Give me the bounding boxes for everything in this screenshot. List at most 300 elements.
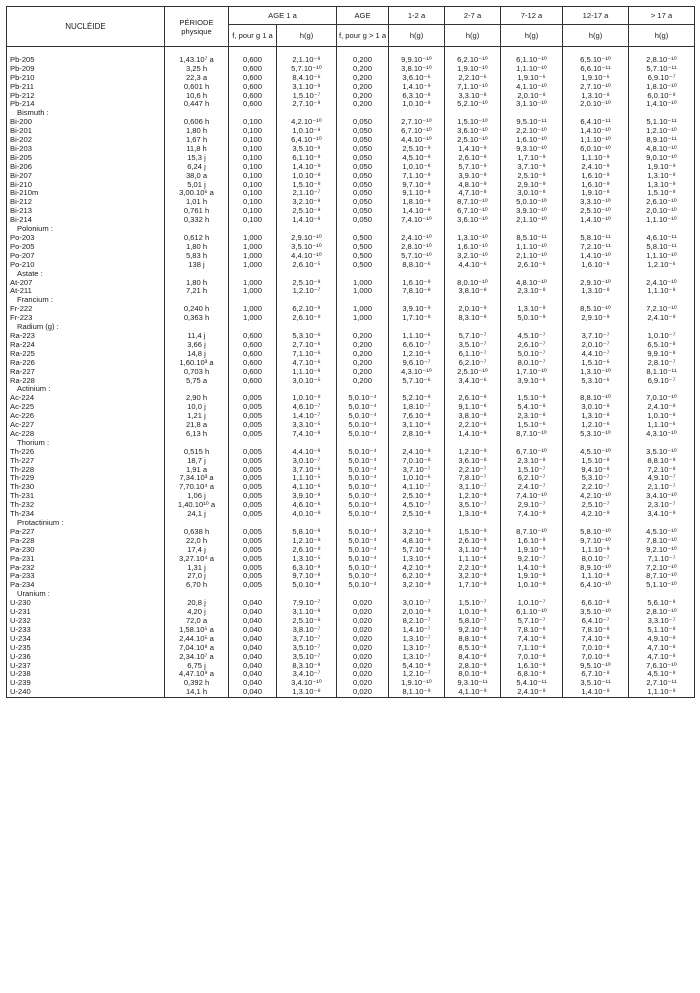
h-over-17a: 3,5.10⁻¹⁰ xyxy=(629,448,695,457)
h-12-17a: 1,1.10⁻⁹ xyxy=(563,572,629,581)
empty-cell xyxy=(165,109,229,118)
h-12-17a: 1,4.10⁻¹⁰ xyxy=(563,216,629,225)
h-1a: 3,7.10⁻⁶ xyxy=(277,466,337,475)
h-over-17a: 7,1.10⁻⁷ xyxy=(629,555,695,564)
header-h5: h(g) xyxy=(563,25,629,47)
h-1-2a: 8,1.10⁻⁹ xyxy=(389,688,445,697)
h-12-17a: 3,7.10⁻⁷ xyxy=(563,332,629,341)
half-life: 3,25 h xyxy=(165,65,229,74)
h-1-2a: 3,9.10⁻⁹ xyxy=(389,305,445,314)
f-1a: 0,040 xyxy=(229,688,277,697)
f-1a: 0,005 xyxy=(229,483,277,492)
nuclide-name: U-234 xyxy=(7,635,165,644)
h-1-2a: 8,8.10⁻⁶ xyxy=(389,261,445,270)
f-1a: 0,600 xyxy=(229,65,277,74)
h-over-17a: 5,1.10⁻¹⁰ xyxy=(629,581,695,590)
h-1a: 1,0.10⁻⁹ xyxy=(277,127,337,136)
table-row xyxy=(7,670,695,679)
h-over-17a: 4,9.10⁻⁷ xyxy=(629,474,695,483)
h-1-2a: 3,0.10⁻⁷ xyxy=(389,599,445,608)
half-life: 72,0 a xyxy=(165,617,229,626)
h-over-17a: 2,7.10⁻¹¹ xyxy=(629,679,695,688)
h-1a: 3,1.10⁻⁹ xyxy=(277,608,337,617)
table-row xyxy=(7,252,695,261)
spacer-cell xyxy=(277,47,337,56)
empty-cell xyxy=(563,296,629,305)
table-row xyxy=(7,501,695,510)
h-2-7a: 1,3.10⁻¹⁰ xyxy=(445,234,501,243)
half-life: 14,8 j xyxy=(165,350,229,359)
h-12-17a: 1,4.10⁻¹⁰ xyxy=(563,127,629,136)
empty-cell xyxy=(229,270,277,279)
h-7-12a: 1,6.10⁻¹⁰ xyxy=(501,136,563,145)
table-row xyxy=(7,341,695,350)
h-over-17a: 7,0.10⁻¹⁰ xyxy=(629,394,695,403)
h-7-12a: 5,0.10⁻¹⁰ xyxy=(501,198,563,207)
empty-cell xyxy=(445,590,501,599)
f-over-1a: 0,200 xyxy=(337,65,389,74)
h-12-17a: 2,0.10⁻¹⁰ xyxy=(563,100,629,109)
h-2-7a: 3,4.10⁻⁶ xyxy=(445,377,501,386)
spacer-cell xyxy=(165,47,229,56)
table-row xyxy=(7,216,695,225)
h-1a: 6,4.10⁻¹⁰ xyxy=(277,136,337,145)
nuclide-name: Pa-231 xyxy=(7,555,165,564)
empty-cell xyxy=(165,296,229,305)
nuclide-name: Th-231 xyxy=(7,492,165,501)
empty-cell xyxy=(563,519,629,528)
h-7-12a: 1,4.10⁻⁹ xyxy=(501,564,563,573)
h-7-12a: 6,1.10⁻¹⁰ xyxy=(501,56,563,65)
h-over-17a: 4,9.10⁻⁸ xyxy=(629,635,695,644)
half-life: 0,392 h xyxy=(165,679,229,688)
half-life: 6,13 h xyxy=(165,430,229,439)
nuclide-name: Ra-225 xyxy=(7,350,165,359)
h-1a: 2,5.10⁻⁹ xyxy=(277,279,337,288)
table-row xyxy=(7,403,695,412)
nuclide-name: Bi-205 xyxy=(7,154,165,163)
h-over-17a: 2,3.10⁻⁷ xyxy=(629,501,695,510)
f-1a: 0,600 xyxy=(229,341,277,350)
empty-cell xyxy=(337,296,389,305)
h-7-12a: 5,4.10⁻⁸ xyxy=(501,403,563,412)
h-1a: 6,2.10⁻⁹ xyxy=(277,305,337,314)
h-7-12a: 2,4.10⁻⁷ xyxy=(501,483,563,492)
h-2-7a: 1,1.10⁻⁶ xyxy=(445,555,501,564)
h-over-17a: 3,4.10⁻¹⁰ xyxy=(629,492,695,501)
h-12-17a: 3,5.10⁻¹¹ xyxy=(563,679,629,688)
group-heading: Bismuth : xyxy=(7,109,165,118)
f-over-1a: 0,020 xyxy=(337,608,389,617)
nuclide-name: Pa-232 xyxy=(7,564,165,573)
h-7-12a: 2,4.10⁻⁹ xyxy=(501,688,563,697)
header-age: AGE xyxy=(337,7,389,25)
empty-cell xyxy=(337,519,389,528)
table-row xyxy=(7,145,695,154)
empty-cell xyxy=(389,519,445,528)
half-life: 1,40.10¹⁰ a xyxy=(165,501,229,510)
half-life: 3,66 j xyxy=(165,341,229,350)
table-row xyxy=(7,653,695,662)
nuclide-name: U-240 xyxy=(7,688,165,697)
f-over-1a: 5,0.10⁻⁴ xyxy=(337,403,389,412)
h-2-7a: 5,7.10⁻⁹ xyxy=(445,163,501,172)
nuclide-name: Ra-228 xyxy=(7,377,165,386)
h-1a: 1,5.10⁻⁸ xyxy=(277,181,337,190)
h-1a: 5,3.10⁻⁶ xyxy=(277,332,337,341)
empty-cell xyxy=(389,439,445,448)
nuclide-name: U-232 xyxy=(7,617,165,626)
table-row xyxy=(7,528,695,537)
f-over-1a: 0,020 xyxy=(337,653,389,662)
h-12-17a: 2,7.10⁻¹⁰ xyxy=(563,83,629,92)
spacer-row xyxy=(7,47,695,56)
h-1a: 4,2.10⁻¹⁰ xyxy=(277,118,337,127)
h-12-17a: 7,8.10⁻⁸ xyxy=(563,626,629,635)
h-1a: 1,3.10⁻⁸ xyxy=(277,688,337,697)
h-7-12a: 2,0.10⁻⁸ xyxy=(501,92,563,101)
empty-cell xyxy=(229,225,277,234)
h-7-12a: 3,1.10⁻¹⁰ xyxy=(501,100,563,109)
h-2-7a: 1,5.10⁻¹⁰ xyxy=(445,118,501,127)
h-1a: 6,3.10⁻⁹ xyxy=(277,564,337,573)
half-life: 0,240 h xyxy=(165,305,229,314)
h-over-17a: 1,1.10⁻¹⁰ xyxy=(629,252,695,261)
nuclide-name: Ra-226 xyxy=(7,359,165,368)
h-1-2a: 1,3.10⁻⁷ xyxy=(389,644,445,653)
half-life: 0,703 h xyxy=(165,368,229,377)
h-12-17a: 1,9.10⁻⁸ xyxy=(563,189,629,198)
h-over-17a: 4,7.10⁻⁸ xyxy=(629,653,695,662)
header-h4: h(g) xyxy=(501,25,563,47)
f-over-1a: 0,200 xyxy=(337,92,389,101)
h-12-17a: 1,6.10⁻⁹ xyxy=(563,181,629,190)
header-f1: f, pour g 1 a xyxy=(229,25,277,47)
h-2-7a: 3,2.10⁻¹⁰ xyxy=(445,252,501,261)
h-1a: 2,7.10⁻⁶ xyxy=(277,341,337,350)
empty-cell xyxy=(277,590,337,599)
nuclide-name: Bi-212 xyxy=(7,198,165,207)
h-2-7a: 9,2.10⁻⁸ xyxy=(445,626,501,635)
f-1a: 0,005 xyxy=(229,394,277,403)
h-1a: 4,6.10⁻⁷ xyxy=(277,403,337,412)
f-over-1a: 0,200 xyxy=(337,332,389,341)
f-1a: 0,040 xyxy=(229,653,277,662)
h-12-17a: 1,3.10⁻⁸ xyxy=(563,412,629,421)
empty-cell xyxy=(229,109,277,118)
h-1-2a: 2,5.10⁻⁹ xyxy=(389,145,445,154)
h-7-12a: 3,9.10⁻⁶ xyxy=(501,377,563,386)
f-over-1a: 0,020 xyxy=(337,679,389,688)
h-1-2a: 4,5.10⁻⁹ xyxy=(389,154,445,163)
h-1-2a: 1,2.10⁻⁶ xyxy=(389,350,445,359)
h-12-17a: 2,9.10⁻¹⁰ xyxy=(563,279,629,288)
h-7-12a: 2,3.10⁻⁸ xyxy=(501,457,563,466)
f-over-1a: 0,200 xyxy=(337,368,389,377)
f-1a: 0,100 xyxy=(229,216,277,225)
half-life: 24,1 j xyxy=(165,510,229,519)
half-life: 0,515 h xyxy=(165,448,229,457)
h-over-17a: 2,4.10⁻⁹ xyxy=(629,314,695,323)
half-life: 5,75 a xyxy=(165,377,229,386)
h-12-17a: 4,2.10⁻⁹ xyxy=(563,510,629,519)
header-nucleide: NUCLÉIDE xyxy=(7,7,165,47)
table-row xyxy=(7,626,695,635)
h-7-12a: 1,6.10⁻⁹ xyxy=(501,537,563,546)
group-heading-row xyxy=(7,590,695,599)
header-h1: h(g) xyxy=(277,25,337,47)
f-1a: 0,040 xyxy=(229,644,277,653)
h-over-17a: 1,1.10⁻¹⁰ xyxy=(629,216,695,225)
half-life: 38,0 a xyxy=(165,172,229,181)
group-heading: Protactinium : xyxy=(7,519,165,528)
half-life: 1,58.10⁵ a xyxy=(165,626,229,635)
table-row xyxy=(7,394,695,403)
table-row xyxy=(7,368,695,377)
h-12-17a: 5,8.10⁻¹⁰ xyxy=(563,528,629,537)
spacer-cell xyxy=(337,47,389,56)
f-1a: 0,100 xyxy=(229,172,277,181)
h-1a: 2,5.10⁻⁶ xyxy=(277,617,337,626)
table-row xyxy=(7,279,695,288)
half-life: 10,0 j xyxy=(165,403,229,412)
h-7-12a: 2,5.10⁻⁹ xyxy=(501,172,563,181)
f-1a: 0,100 xyxy=(229,163,277,172)
f-over-1a: 0,020 xyxy=(337,670,389,679)
f-1a: 0,600 xyxy=(229,100,277,109)
table-row xyxy=(7,154,695,163)
h-7-12a: 1,6.10⁻⁹ xyxy=(501,662,563,671)
h-1a: 3,7.10⁻⁷ xyxy=(277,635,337,644)
h-1a: 9,7.10⁻⁹ xyxy=(277,572,337,581)
f-over-1a: 0,050 xyxy=(337,154,389,163)
h-7-12a: 7,4.10⁻¹⁰ xyxy=(501,492,563,501)
h-1a: 1,1.10⁻⁹ xyxy=(277,368,337,377)
h-2-7a: 4,4.10⁻⁶ xyxy=(445,261,501,270)
table-row xyxy=(7,492,695,501)
h-7-12a: 4,1.10⁻¹⁰ xyxy=(501,83,563,92)
group-heading-row xyxy=(7,225,695,234)
nuclide-name: U-231 xyxy=(7,608,165,617)
h-1-2a: 3,8.10⁻¹⁰ xyxy=(389,65,445,74)
h-7-12a: 1,1.10⁻¹⁰ xyxy=(501,65,563,74)
table-row xyxy=(7,332,695,341)
nuclide-name: Pa-230 xyxy=(7,546,165,555)
h-2-7a: 1,3.10⁻⁸ xyxy=(445,510,501,519)
nuclide-name: Th-232 xyxy=(7,501,165,510)
half-life: 0,606 h xyxy=(165,118,229,127)
h-2-7a: 4,8.10⁻⁹ xyxy=(445,181,501,190)
half-life: 22,3 a xyxy=(165,74,229,83)
table-row xyxy=(7,457,695,466)
empty-cell xyxy=(277,270,337,279)
f-over-1a: 0,050 xyxy=(337,181,389,190)
half-life: 1,67 h xyxy=(165,136,229,145)
half-life: 6,24 j xyxy=(165,163,229,172)
h-2-7a: 6,7.10⁻¹⁰ xyxy=(445,207,501,216)
header-h3: h(g) xyxy=(445,25,501,47)
nuclide-name: Bi-200 xyxy=(7,118,165,127)
empty-cell xyxy=(629,439,695,448)
half-life: 3,00.10⁶ a xyxy=(165,189,229,198)
empty-cell xyxy=(629,385,695,394)
f-over-1a: 1,000 xyxy=(337,305,389,314)
empty-cell xyxy=(445,519,501,528)
table-row xyxy=(7,483,695,492)
half-life: 0,612 h xyxy=(165,234,229,243)
h-2-7a: 2,6.10⁻⁹ xyxy=(445,154,501,163)
empty-cell xyxy=(563,439,629,448)
group-heading: Francium : xyxy=(7,296,165,305)
h-12-17a: 2,5.10⁻¹⁰ xyxy=(563,207,629,216)
nuclide-name: U-238 xyxy=(7,670,165,679)
f-1a: 0,005 xyxy=(229,457,277,466)
nuclide-name: Pb-212 xyxy=(7,92,165,101)
h-2-7a: 6,2.10⁻⁷ xyxy=(445,359,501,368)
h-2-7a: 3,6.10⁻⁸ xyxy=(445,457,501,466)
h-over-17a: 6,9.10⁻⁷ xyxy=(629,74,695,83)
h-1-2a: 4,8.10⁻⁹ xyxy=(389,537,445,546)
empty-cell xyxy=(229,519,277,528)
h-7-12a: 7,1.10⁻⁸ xyxy=(501,644,563,653)
f-1a: 0,005 xyxy=(229,546,277,555)
dose-coefficient-table-container xyxy=(6,6,694,698)
header-h2: h(g) xyxy=(389,25,445,47)
h-2-7a: 1,5.10⁻⁹ xyxy=(445,528,501,537)
empty-cell xyxy=(165,225,229,234)
empty-cell xyxy=(501,225,563,234)
f-1a: 1,000 xyxy=(229,279,277,288)
h-1a: 3,5.10⁻⁹ xyxy=(277,145,337,154)
table-row xyxy=(7,608,695,617)
empty-cell xyxy=(501,270,563,279)
f-1a: 0,100 xyxy=(229,154,277,163)
nuclide-name: Ac-224 xyxy=(7,394,165,403)
h-7-12a: 6,8.10⁻⁸ xyxy=(501,670,563,679)
empty-cell xyxy=(501,296,563,305)
half-life: 2,34.10⁷ a xyxy=(165,653,229,662)
h-7-12a: 9,5.10⁻¹¹ xyxy=(501,118,563,127)
f-1a: 0,005 xyxy=(229,403,277,412)
f-1a: 0,600 xyxy=(229,83,277,92)
h-2-7a: 2,2.10⁻⁷ xyxy=(445,466,501,475)
h-12-17a: 5,3.10⁻⁶ xyxy=(563,377,629,386)
f-1a: 0,100 xyxy=(229,198,277,207)
h-1-2a: 5,7.10⁻⁶ xyxy=(389,377,445,386)
h-1-2a: 1,9.10⁻¹⁰ xyxy=(389,679,445,688)
h-2-7a: 7,8.10⁻⁷ xyxy=(445,474,501,483)
f-1a: 0,005 xyxy=(229,581,277,590)
half-life: 0,447 h xyxy=(165,100,229,109)
h-12-17a: 1,6.10⁻⁹ xyxy=(563,172,629,181)
h-1a: 3,2.10⁻⁹ xyxy=(277,198,337,207)
header-over-17a: > 17 a xyxy=(629,7,695,25)
h-12-17a: 6,4.10⁻⁷ xyxy=(563,617,629,626)
f-1a: 0,040 xyxy=(229,635,277,644)
h-1a: 4,0.10⁻⁸ xyxy=(277,510,337,519)
empty-cell xyxy=(277,385,337,394)
f-1a: 0,600 xyxy=(229,377,277,386)
h-7-12a: 5,0.10⁻⁷ xyxy=(501,350,563,359)
f-over-1a: 1,000 xyxy=(337,279,389,288)
h-2-7a: 3,8.10⁻⁸ xyxy=(445,287,501,296)
h-1-2a: 9,9.10⁻¹⁰ xyxy=(389,56,445,65)
half-life: 22,0 h xyxy=(165,537,229,546)
h-7-12a: 1,9.10⁻⁹ xyxy=(501,546,563,555)
f-1a: 0,040 xyxy=(229,608,277,617)
table-body xyxy=(7,47,695,698)
f-over-1a: 0,050 xyxy=(337,136,389,145)
h-2-7a: 8,4.10⁻⁸ xyxy=(445,653,501,662)
table-row xyxy=(7,679,695,688)
nuclide-name: Th-227 xyxy=(7,457,165,466)
f-1a: 0,005 xyxy=(229,412,277,421)
h-12-17a: 3,0.10⁻⁸ xyxy=(563,403,629,412)
table-row xyxy=(7,555,695,564)
h-over-17a: 1,8.10⁻¹⁰ xyxy=(629,83,695,92)
h-2-7a: 1,7.10⁻⁹ xyxy=(445,581,501,590)
h-12-17a: 1,1.10⁻⁹ xyxy=(563,154,629,163)
half-life: 1,43.10⁷ a xyxy=(165,56,229,65)
f-1a: 0,600 xyxy=(229,332,277,341)
h-7-12a: 9,2.10⁻⁷ xyxy=(501,555,563,564)
table-row xyxy=(7,510,695,519)
group-heading: Polonium : xyxy=(7,225,165,234)
h-12-17a: 7,2.10⁻¹¹ xyxy=(563,243,629,252)
dose-coefficient-table xyxy=(6,6,695,698)
h-over-17a: 1,4.10⁻¹⁰ xyxy=(629,100,695,109)
h-over-17a: 2,1.10⁻⁷ xyxy=(629,483,695,492)
h-over-17a: 8,7.10⁻¹⁰ xyxy=(629,572,695,581)
f-1a: 0,100 xyxy=(229,207,277,216)
h-1-2a: 9,1.10⁻⁸ xyxy=(389,189,445,198)
f-over-1a: 0,020 xyxy=(337,644,389,653)
h-2-7a: 8,8.10⁻⁸ xyxy=(445,635,501,644)
h-7-12a: 8,0.10⁻⁷ xyxy=(501,359,563,368)
header-12-17a: 12-17 a xyxy=(563,7,629,25)
table-row xyxy=(7,474,695,483)
f-over-1a: 0,050 xyxy=(337,118,389,127)
h-1a: 1,2.10⁻⁸ xyxy=(277,537,337,546)
h-2-7a: 8,5.10⁻⁸ xyxy=(445,644,501,653)
table-row xyxy=(7,189,695,198)
h-12-17a: 2,0.10⁻⁷ xyxy=(563,341,629,350)
empty-cell xyxy=(165,385,229,394)
f-over-1a: 5,0.10⁻⁴ xyxy=(337,421,389,430)
h-over-17a: 9,9.10⁻⁸ xyxy=(629,350,695,359)
h-over-17a: 9,2.10⁻¹⁰ xyxy=(629,546,695,555)
h-over-17a: 5,1.10⁻¹¹ xyxy=(629,118,695,127)
table-row xyxy=(7,127,695,136)
nuclide-name: Bi-210m xyxy=(7,189,165,198)
h-12-17a: 6,7.10⁻⁸ xyxy=(563,670,629,679)
half-life: 4,20 j xyxy=(165,608,229,617)
h-over-17a: 8,1.10⁻¹¹ xyxy=(629,368,695,377)
h-1a: 2,1.10⁻⁷ xyxy=(277,189,337,198)
h-over-17a: 2,8.10⁻¹⁰ xyxy=(629,56,695,65)
h-2-7a: 2,0.10⁻⁹ xyxy=(445,305,501,314)
f-1a: 0,100 xyxy=(229,181,277,190)
f-1a: 0,005 xyxy=(229,572,277,581)
nuclide-name: Ac-228 xyxy=(7,430,165,439)
f-1a: 0,040 xyxy=(229,679,277,688)
group-heading-row xyxy=(7,270,695,279)
f-over-1a: 0,200 xyxy=(337,359,389,368)
nuclide-name: Bi-214 xyxy=(7,216,165,225)
h-over-17a: 8,9.10⁻¹¹ xyxy=(629,136,695,145)
h-12-17a: 1,3.10⁻¹⁰ xyxy=(563,368,629,377)
f-over-1a: 5,0.10⁻⁴ xyxy=(337,572,389,581)
